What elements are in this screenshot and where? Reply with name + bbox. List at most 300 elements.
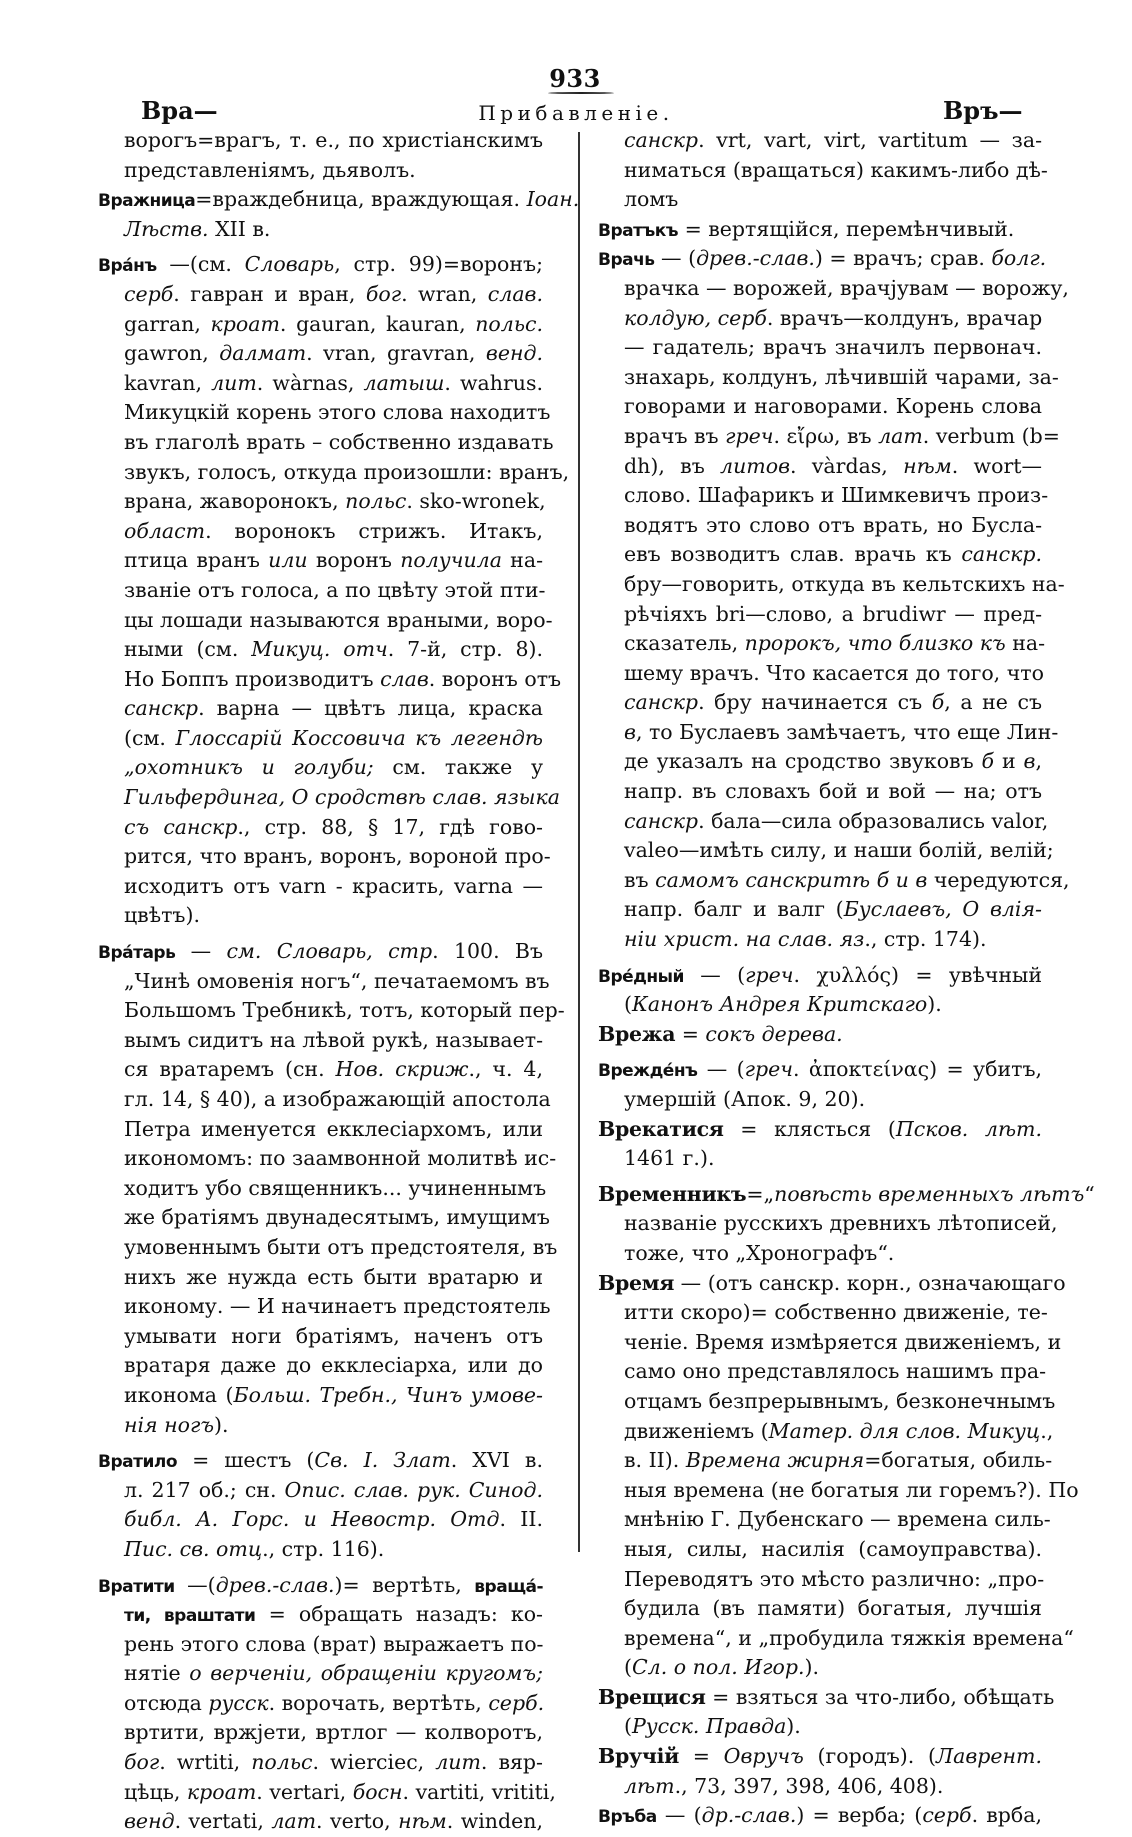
text-line bbox=[98, 1203, 550, 1233]
text-span: dh), въ bbox=[624, 453, 721, 478]
entry-line bbox=[598, 1269, 1066, 1299]
text-span: , то Буслаевъ замѣчаетъ, что еще Лин- bbox=[635, 719, 1059, 744]
text-line bbox=[98, 967, 550, 997]
italic-text: слав bbox=[380, 666, 429, 691]
text-span: ., 73, 397, 398, 406, 408). bbox=[674, 1773, 944, 1798]
text-span: = bbox=[675, 1021, 706, 1046]
text-span: въ bbox=[624, 867, 656, 892]
text-span: valeo—имѣть силу, и наши болій, велій; bbox=[624, 838, 1054, 863]
italic-text: болг. bbox=[991, 246, 1047, 271]
headword: ти, bbox=[124, 1606, 151, 1627]
text-line bbox=[98, 487, 546, 517]
italic-text: Русск. Правда bbox=[632, 1714, 787, 1739]
italic-text: лат bbox=[271, 1809, 317, 1834]
entry-line bbox=[98, 250, 543, 280]
text-span: . wierciec, bbox=[312, 1750, 436, 1775]
headword: Вра́нъ bbox=[98, 256, 157, 277]
column-divider bbox=[578, 132, 586, 1552]
text-span: рень этого слова (врат) выражаетъ по- bbox=[124, 1631, 544, 1656]
text-line bbox=[98, 694, 543, 724]
text-span: чередуются, bbox=[927, 867, 1070, 892]
entry-line bbox=[98, 937, 543, 967]
text-span: времена“, и „пробудила тяжкія времена“ bbox=[624, 1625, 1074, 1650]
italic-text: Іоан. bbox=[526, 187, 580, 212]
text-span: слово. Шафарикъ и Шимкевичъ произ- bbox=[624, 483, 1049, 508]
text-span: цы лошади называются враными, воро- bbox=[124, 607, 553, 632]
text-span: на- bbox=[501, 548, 543, 573]
text-line bbox=[98, 280, 543, 310]
italic-text: в bbox=[624, 719, 636, 744]
text-span: . εἴρω, въ bbox=[773, 423, 879, 448]
italic-text: библ. А. Горс. и Невостр. Отд bbox=[124, 1507, 500, 1532]
italic-text: лит bbox=[435, 1750, 481, 1775]
left-column bbox=[98, 126, 580, 1837]
text-span: ) = верба; ( bbox=[796, 1803, 923, 1828]
italic-text: област bbox=[124, 518, 206, 543]
text-line bbox=[98, 1351, 543, 1381]
italic-text: самомъ санскритѣ б и в bbox=[655, 867, 928, 892]
text-line bbox=[98, 1174, 547, 1204]
page-number: 933 bbox=[549, 64, 601, 93]
italic-text: нѣм bbox=[398, 1809, 447, 1834]
text-line bbox=[598, 688, 1042, 718]
text-line bbox=[98, 901, 543, 931]
text-line bbox=[598, 363, 1059, 393]
italic-text: Матер. для слов. Микуц bbox=[768, 1418, 1041, 1443]
text-line bbox=[598, 777, 1042, 807]
text-span: гл. 14, § 40), а изображающій апостола bbox=[124, 1087, 551, 1111]
text-line bbox=[98, 369, 543, 399]
page-number-rule bbox=[548, 92, 614, 94]
headword: Вручій bbox=[598, 1744, 679, 1769]
text-span: умершій (Апок. 9, 20). bbox=[624, 1087, 866, 1111]
text-line bbox=[98, 1055, 543, 1085]
text-line bbox=[598, 866, 1070, 896]
text-span: представленіямъ, дьяволъ. bbox=[124, 157, 416, 182]
text-span: ). bbox=[804, 1655, 819, 1680]
italic-text: Канонъ Андрея Критскаго bbox=[632, 992, 928, 1017]
text-span: ., стр. 116). bbox=[262, 1536, 385, 1561]
text-span: ворогъ=врагъ, т. е., по христіанскимъ bbox=[124, 128, 543, 152]
text-line bbox=[598, 274, 1069, 304]
text-line bbox=[598, 452, 1042, 482]
text-line bbox=[598, 718, 1059, 748]
entry-line bbox=[598, 1683, 1055, 1713]
text-span: умывати ноги братіямъ, наченъ отъ bbox=[124, 1323, 543, 1348]
text-span: врачъ въ bbox=[624, 423, 726, 448]
text-line bbox=[98, 576, 546, 606]
text-span: — (отъ санскр. корн., означающаго bbox=[674, 1270, 1066, 1295]
text-span: движеніемъ ( bbox=[624, 1418, 769, 1443]
text-span: ., bbox=[1040, 1418, 1054, 1443]
text-line bbox=[98, 428, 554, 458]
text-span: ., стр. 174). bbox=[864, 927, 987, 952]
text-line bbox=[598, 990, 1042, 1020]
italic-text: др.-слав. bbox=[701, 1803, 797, 1828]
entry-line bbox=[98, 1446, 543, 1476]
italic-text: польс bbox=[251, 1750, 313, 1775]
text-span: —( bbox=[174, 1572, 216, 1597]
text-line bbox=[98, 1748, 543, 1778]
italic-text: Словарь bbox=[244, 252, 335, 277]
running-head-right: Връ— bbox=[943, 96, 1023, 125]
text-span: . wran, bbox=[401, 281, 488, 306]
text-line bbox=[98, 1600, 543, 1630]
italic-text: древ.-слав. bbox=[696, 246, 815, 271]
italic-text: съ санскр bbox=[124, 814, 238, 839]
text-span: водятъ это слово отъ врать, но Бусла- bbox=[624, 512, 1042, 537]
text-line bbox=[598, 1505, 1051, 1535]
italic-text: санскр bbox=[124, 696, 199, 721]
text-line bbox=[598, 570, 1065, 600]
text-span: мнѣнію Г. Дубенскаго — времена силь- bbox=[624, 1507, 1051, 1532]
text-span: вымъ сидитъ на лѣвой рукѣ, называет- bbox=[124, 1027, 543, 1052]
italic-text: литов bbox=[720, 453, 791, 478]
text-span: = шестъ ( bbox=[177, 1448, 315, 1473]
text-span: сказатель, bbox=[624, 631, 745, 656]
text-span: рится, что вранъ, воронъ, вороной про- bbox=[124, 844, 551, 869]
text-span: . ἀποκτείνας) = убитъ, bbox=[792, 1057, 1043, 1082]
italic-text: „охотникъ и голуби; bbox=[124, 755, 374, 780]
text-span: звукъ, голосъ, откуда произошли: вранъ, bbox=[124, 459, 570, 484]
text-span: — ( bbox=[683, 962, 746, 987]
text-span: . gauran, kauran, bbox=[279, 311, 476, 336]
italic-text: лѣт bbox=[624, 1773, 675, 1798]
text-span: де указалъ на сродство звуковъ bbox=[624, 749, 982, 774]
headword: Вра́тарь bbox=[98, 943, 176, 964]
italic-text: б bbox=[981, 749, 995, 774]
italic-text: греч bbox=[725, 423, 774, 448]
right-column bbox=[598, 126, 1095, 1831]
italic-text: венд. bbox=[485, 341, 543, 366]
text-line bbox=[98, 215, 543, 245]
italic-text: Больш. Требн., Чинъ умове- bbox=[233, 1382, 543, 1407]
italic-text: польс bbox=[345, 489, 407, 514]
text-line bbox=[98, 156, 543, 186]
text-line bbox=[598, 1209, 1058, 1239]
italic-text: или bbox=[268, 548, 308, 573]
italic-text: босн bbox=[352, 1779, 403, 1804]
italic-text: Св. І. Злат bbox=[314, 1448, 451, 1473]
text-line bbox=[598, 925, 1042, 955]
text-span: ченіе. Время измѣряется движеніемъ, и bbox=[624, 1329, 1062, 1354]
italic-text: Времена жирня bbox=[685, 1448, 865, 1473]
text-span: умовеннымъ быти отъ предстоятеля, въ bbox=[124, 1234, 558, 1259]
text-span: ломъ bbox=[624, 187, 679, 212]
text-span: отсюда bbox=[124, 1690, 209, 1715]
text-line bbox=[98, 753, 543, 783]
headword: Вратити bbox=[98, 1576, 175, 1597]
italic-text: серб bbox=[922, 1803, 972, 1828]
text-line bbox=[98, 398, 551, 428]
text-line bbox=[598, 126, 1042, 156]
text-span: будила (въ памяти) богатыя, лучшія bbox=[624, 1596, 1042, 1621]
text-line bbox=[98, 996, 565, 1026]
headword: враштати bbox=[163, 1606, 256, 1627]
text-line bbox=[598, 422, 1060, 452]
text-line bbox=[598, 1298, 1048, 1328]
text-span: само оно представлялось нашимъ пра- bbox=[624, 1359, 1047, 1384]
text-line bbox=[98, 310, 543, 340]
text-span: . vran, gravran, bbox=[306, 341, 486, 366]
text-span: . ворочать, вертѣть, bbox=[268, 1690, 489, 1715]
text-line bbox=[98, 635, 543, 665]
text-line bbox=[98, 606, 553, 636]
text-line bbox=[98, 1263, 543, 1293]
text-span: . verbum (b= bbox=[922, 423, 1060, 448]
text-span: . варна — цвѣтъ лица, краска bbox=[198, 696, 543, 721]
text-line bbox=[98, 724, 543, 754]
text-span: тоже, что „Хронографъ“. bbox=[624, 1240, 895, 1265]
text-span: . гавран и вран, bbox=[173, 281, 366, 306]
text-span: . вяр- bbox=[480, 1750, 543, 1775]
text-span: = вертящійся, перемѣнчивый. bbox=[678, 216, 1015, 241]
italic-text: кроат bbox=[210, 311, 280, 336]
text-line bbox=[598, 392, 1042, 422]
entry-line bbox=[598, 215, 1042, 245]
text-line bbox=[98, 458, 570, 488]
text-span: бру—говорить, откуда въ кельтскихъ на- bbox=[624, 571, 1065, 596]
italic-text: Псков. лѣт. bbox=[895, 1116, 1042, 1141]
text-line bbox=[598, 1712, 1042, 1742]
entry-line bbox=[598, 1742, 1042, 1772]
italic-text: Овручъ bbox=[723, 1744, 804, 1769]
italic-text: бог bbox=[124, 1750, 160, 1775]
text-span: =богатыя, обиль- bbox=[864, 1448, 1053, 1473]
text-line bbox=[98, 1085, 551, 1115]
italic-text: Глоссарій Коссовича къ легендѣ bbox=[175, 725, 543, 750]
italic-text: греч bbox=[744, 1057, 793, 1082]
text-line bbox=[98, 1718, 543, 1748]
headword: Врекатися bbox=[598, 1116, 724, 1141]
italic-text: санскр bbox=[624, 690, 699, 715]
text-line bbox=[98, 1292, 551, 1322]
text-span: названіе русскихъ древнихъ лѣтописей, bbox=[624, 1211, 1058, 1236]
headword: Връба bbox=[598, 1807, 657, 1828]
text-span: . χυλλός) = увѣчный bbox=[793, 962, 1043, 987]
text-span: воронъ bbox=[307, 548, 401, 573]
text-span: =враждебница, враждующая. bbox=[195, 187, 527, 212]
text-line bbox=[598, 1565, 1045, 1595]
text-line bbox=[598, 1476, 1079, 1506]
text-span: ходитъ убо священникъ... учиненнымъ bbox=[124, 1175, 547, 1200]
text-span: 1461 г.). bbox=[624, 1146, 715, 1171]
headword: Вре́дный bbox=[598, 966, 684, 987]
text-span: вртити, вржjети, вртлог — колворотъ, bbox=[124, 1720, 543, 1745]
text-span: — ( bbox=[697, 1057, 745, 1082]
text-span: . II. bbox=[499, 1507, 543, 1532]
italic-text: латыш bbox=[363, 370, 445, 395]
italic-text: сокъ дерева. bbox=[705, 1021, 843, 1046]
text-line bbox=[598, 1624, 1074, 1654]
italic-text: Лѣств. bbox=[124, 216, 209, 241]
text-line bbox=[598, 629, 1046, 659]
text-span: . wrtiti, bbox=[159, 1750, 252, 1775]
text-span: иконома ( bbox=[124, 1382, 234, 1407]
text-span: ниматься (вращаться) какимъ-либо дѣ- bbox=[624, 157, 1048, 182]
italic-text: бог bbox=[365, 281, 402, 306]
text-line bbox=[598, 185, 1042, 215]
text-span: нятіе bbox=[124, 1661, 190, 1686]
text-line bbox=[598, 1417, 1054, 1447]
italic-text: повѣсть временныхъ лѣтъ bbox=[774, 1181, 1085, 1206]
text-line bbox=[98, 1233, 558, 1263]
text-span: —(см. bbox=[156, 252, 245, 277]
text-span: garran, bbox=[124, 311, 211, 336]
italic-text: в bbox=[1023, 749, 1036, 774]
text-span: ., стр. 88, § 17, гдѣ гово- bbox=[237, 814, 543, 839]
text-span: рѣчіяхъ bri—слово, а brudiwr — пред- bbox=[624, 601, 1042, 626]
text-span: ( bbox=[624, 1655, 632, 1680]
text-span: птица вранъ bbox=[124, 548, 269, 573]
text-line bbox=[598, 1772, 1042, 1802]
italic-text: Нов. скриж bbox=[335, 1057, 469, 1082]
text-span bbox=[151, 1602, 164, 1626]
text-line bbox=[98, 126, 543, 156]
text-span: евъ возводитъ слав. врачь къ bbox=[624, 542, 962, 567]
text-span: . vertari, bbox=[256, 1779, 353, 1804]
italic-text: Буслаевъ, О влія- bbox=[843, 897, 1042, 922]
entry-line bbox=[598, 1055, 1042, 1085]
text-line bbox=[598, 1357, 1047, 1387]
text-span: . врба, bbox=[971, 1803, 1042, 1828]
italic-text: Гильфердинга, О сродствѣ слав. языка bbox=[124, 785, 560, 810]
text-span: (см. bbox=[124, 725, 176, 750]
text-span: )= вертѣть, bbox=[334, 1572, 475, 1597]
text-line bbox=[98, 1026, 543, 1056]
text-span: . vrt, vart, virt, vartitum — за- bbox=[698, 128, 1042, 152]
italic-text: лат bbox=[878, 423, 923, 448]
headword: Врежа bbox=[598, 1021, 676, 1046]
text-span: . vàrdas, bbox=[790, 453, 904, 478]
text-line bbox=[598, 659, 1042, 689]
text-line bbox=[98, 1630, 543, 1660]
entry-line bbox=[598, 1180, 1095, 1210]
text-span: =„ bbox=[746, 1181, 775, 1206]
text-line bbox=[598, 540, 1042, 570]
italic-text: нія ногъ bbox=[124, 1412, 215, 1437]
text-span: gawron, bbox=[124, 341, 220, 366]
text-line bbox=[98, 783, 560, 813]
text-span: исходитъ отъ varn - красить, varna — bbox=[124, 873, 543, 898]
entry-line bbox=[598, 1801, 1042, 1831]
text-line bbox=[598, 1446, 1053, 1476]
text-span: , bbox=[1035, 749, 1042, 774]
text-span: напр. въ словахъ бой и вой — на; отъ bbox=[624, 779, 1042, 804]
text-span: ся вратаремъ (сн. bbox=[124, 1057, 336, 1082]
text-span: . 100. Въ bbox=[432, 939, 543, 964]
text-line bbox=[98, 1659, 543, 1689]
text-line bbox=[98, 1689, 543, 1719]
text-span: говорами и наговорами. Корень слова bbox=[624, 394, 1042, 419]
headword: Вратъкъ bbox=[598, 220, 679, 241]
text-line bbox=[598, 1144, 1042, 1174]
text-span: , а не съ bbox=[944, 690, 1042, 715]
text-span: = взяться за что-либо, обѣщать bbox=[705, 1684, 1055, 1709]
text-span: цвѣтъ). bbox=[124, 903, 200, 928]
text-span: ) = врачъ; срав. bbox=[814, 246, 992, 271]
text-line bbox=[598, 1653, 1042, 1683]
italic-text: Лаврент. bbox=[936, 1744, 1042, 1769]
text-line bbox=[598, 747, 1042, 777]
text-line bbox=[98, 1807, 543, 1837]
text-span: — ( bbox=[656, 1803, 702, 1828]
italic-text: венд bbox=[124, 1809, 175, 1834]
italic-text: пророкъ, что близко къ bbox=[744, 631, 1006, 656]
text-span: икономомъ: по заамвонной молитвѣ ис- bbox=[124, 1146, 557, 1171]
text-span: Но Боппъ производитъ bbox=[124, 666, 381, 691]
text-span: . бала—сила образовались valor, bbox=[698, 808, 1049, 833]
text-span: врачка — ворожей, врачjувам — ворожу, bbox=[624, 275, 1069, 300]
text-span: ). bbox=[927, 992, 942, 1017]
italic-text: ніи христ. на слав. яз bbox=[624, 927, 865, 952]
italic-text: Сл. о пол. Игор. bbox=[632, 1655, 805, 1680]
text-span: ( bbox=[624, 992, 632, 1017]
text-span: . wàrnas, bbox=[256, 370, 364, 395]
text-span: . XVI в. bbox=[450, 1448, 543, 1473]
text-span: . verto, bbox=[316, 1809, 399, 1834]
text-span: цѣць, bbox=[124, 1779, 187, 1804]
text-span: „Чинѣ омовенія ногъ“, печатаемомъ въ bbox=[124, 968, 550, 993]
italic-text: серб bbox=[124, 281, 174, 306]
text-line bbox=[98, 813, 543, 843]
italic-text: санскр bbox=[624, 128, 699, 152]
text-span: же братіямъ двунадесятымъ, имущимъ bbox=[124, 1205, 550, 1230]
italic-text: слав. bbox=[487, 281, 543, 306]
text-span: = bbox=[678, 1744, 724, 1769]
text-span: шему врачъ. Что касается до того, что bbox=[624, 660, 1044, 685]
italic-text: Микуц. отч bbox=[251, 637, 388, 662]
text-span: напр. балг и валг ( bbox=[624, 897, 844, 922]
text-line bbox=[598, 895, 1042, 925]
text-span: Микуцкій корень этого слова находитъ bbox=[124, 400, 551, 425]
italic-text: серб. bbox=[488, 1690, 545, 1715]
text-span: итти скоро)= собственно движеніе, те- bbox=[624, 1300, 1048, 1325]
text-span: . wahrus. bbox=[444, 370, 544, 395]
text-span: . winden, bbox=[446, 1809, 543, 1834]
headword: Врещися bbox=[598, 1684, 706, 1709]
italic-text: см. Словарь, стр bbox=[226, 939, 433, 964]
text-line bbox=[98, 1535, 543, 1565]
text-span: л. 217 об.; сн. bbox=[124, 1477, 285, 1502]
headword: Время bbox=[598, 1270, 675, 1295]
italic-text: лит bbox=[211, 370, 257, 395]
italic-text: Опис. слав. рук. Синод. bbox=[284, 1477, 543, 1502]
text-line bbox=[598, 1387, 1056, 1417]
italic-text: русск bbox=[208, 1690, 269, 1715]
italic-text: б bbox=[931, 690, 945, 715]
italic-text: нѣм bbox=[903, 453, 952, 478]
text-span: ., ч. 4, bbox=[468, 1057, 543, 1082]
text-line bbox=[98, 665, 562, 695]
entry-line bbox=[98, 185, 580, 215]
text-span: = обращать назадъ: ко- bbox=[255, 1602, 543, 1627]
text-span: см. также у bbox=[373, 755, 544, 780]
text-span: “ bbox=[1084, 1181, 1095, 1206]
text-span: kavran, bbox=[124, 370, 212, 395]
text-span: на- bbox=[1005, 631, 1046, 656]
text-span: отцамъ безпрерывнымъ, безконечнымъ bbox=[624, 1388, 1056, 1413]
text-span: въ глаголѣ врать – собственно издавать bbox=[124, 429, 554, 454]
text-line bbox=[598, 836, 1054, 866]
text-line bbox=[598, 333, 1042, 363]
text-line bbox=[98, 1322, 543, 1352]
text-span: Большомъ Требникѣ, тотъ, который пер- bbox=[124, 998, 565, 1023]
text-line bbox=[98, 872, 543, 902]
headword: Врежде́нъ bbox=[598, 1061, 698, 1082]
text-line bbox=[98, 1411, 543, 1441]
text-span: Петра именуется екклесіархомъ, или bbox=[124, 1116, 543, 1141]
